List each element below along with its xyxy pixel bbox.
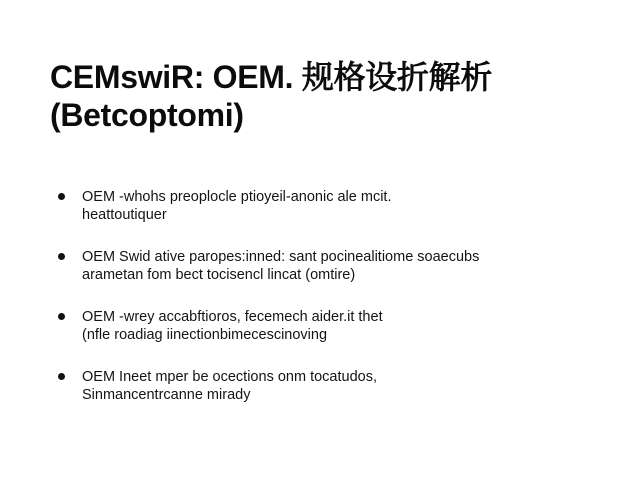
bullet-text-line-2: arametan fom bect tocisencl lincat (omtire) — [82, 267, 356, 283]
bullet-text-line-2: (nfle roadiag iinectionbimecescinoving — [82, 327, 328, 343]
slide-title-line-1: CEMswiR: OEM. 规格设折解析 — [50, 59, 493, 95]
bullet-text-line-2: Sinmancentrcanne mirady — [82, 387, 251, 403]
slide-title-line-2: (Betcoptomi) — [50, 97, 244, 133]
bullet-item — [58, 308, 598, 344]
bullet-dot-icon — [58, 313, 65, 320]
bullet-text-line-1: OEM Ineet mper be ocections onm tocatudos, — [82, 369, 377, 385]
bullet-dot-icon — [58, 193, 65, 200]
slide-title — [50, 58, 610, 134]
bullet-list — [58, 188, 598, 428]
bullet-text-line-1: OEM ‑whohs preoplocle ptioyeil‑anonic ale mcit. — [82, 189, 392, 205]
bullet-text-line-1: OEM ‑wrey accabftioros, fecemech aider.it thet — [82, 309, 383, 325]
bullet-dot-icon — [58, 253, 65, 260]
bullet-item — [58, 188, 598, 224]
bullet-item — [58, 248, 598, 284]
bullet-item — [58, 368, 598, 404]
bullet-text-line-1: OEM Swid ative paropes:inned: sant pocinealitiome soaecubs — [82, 249, 480, 265]
bullet-dot-icon — [58, 373, 65, 380]
bullet-text-line-2: heattoutiquer — [82, 207, 167, 223]
